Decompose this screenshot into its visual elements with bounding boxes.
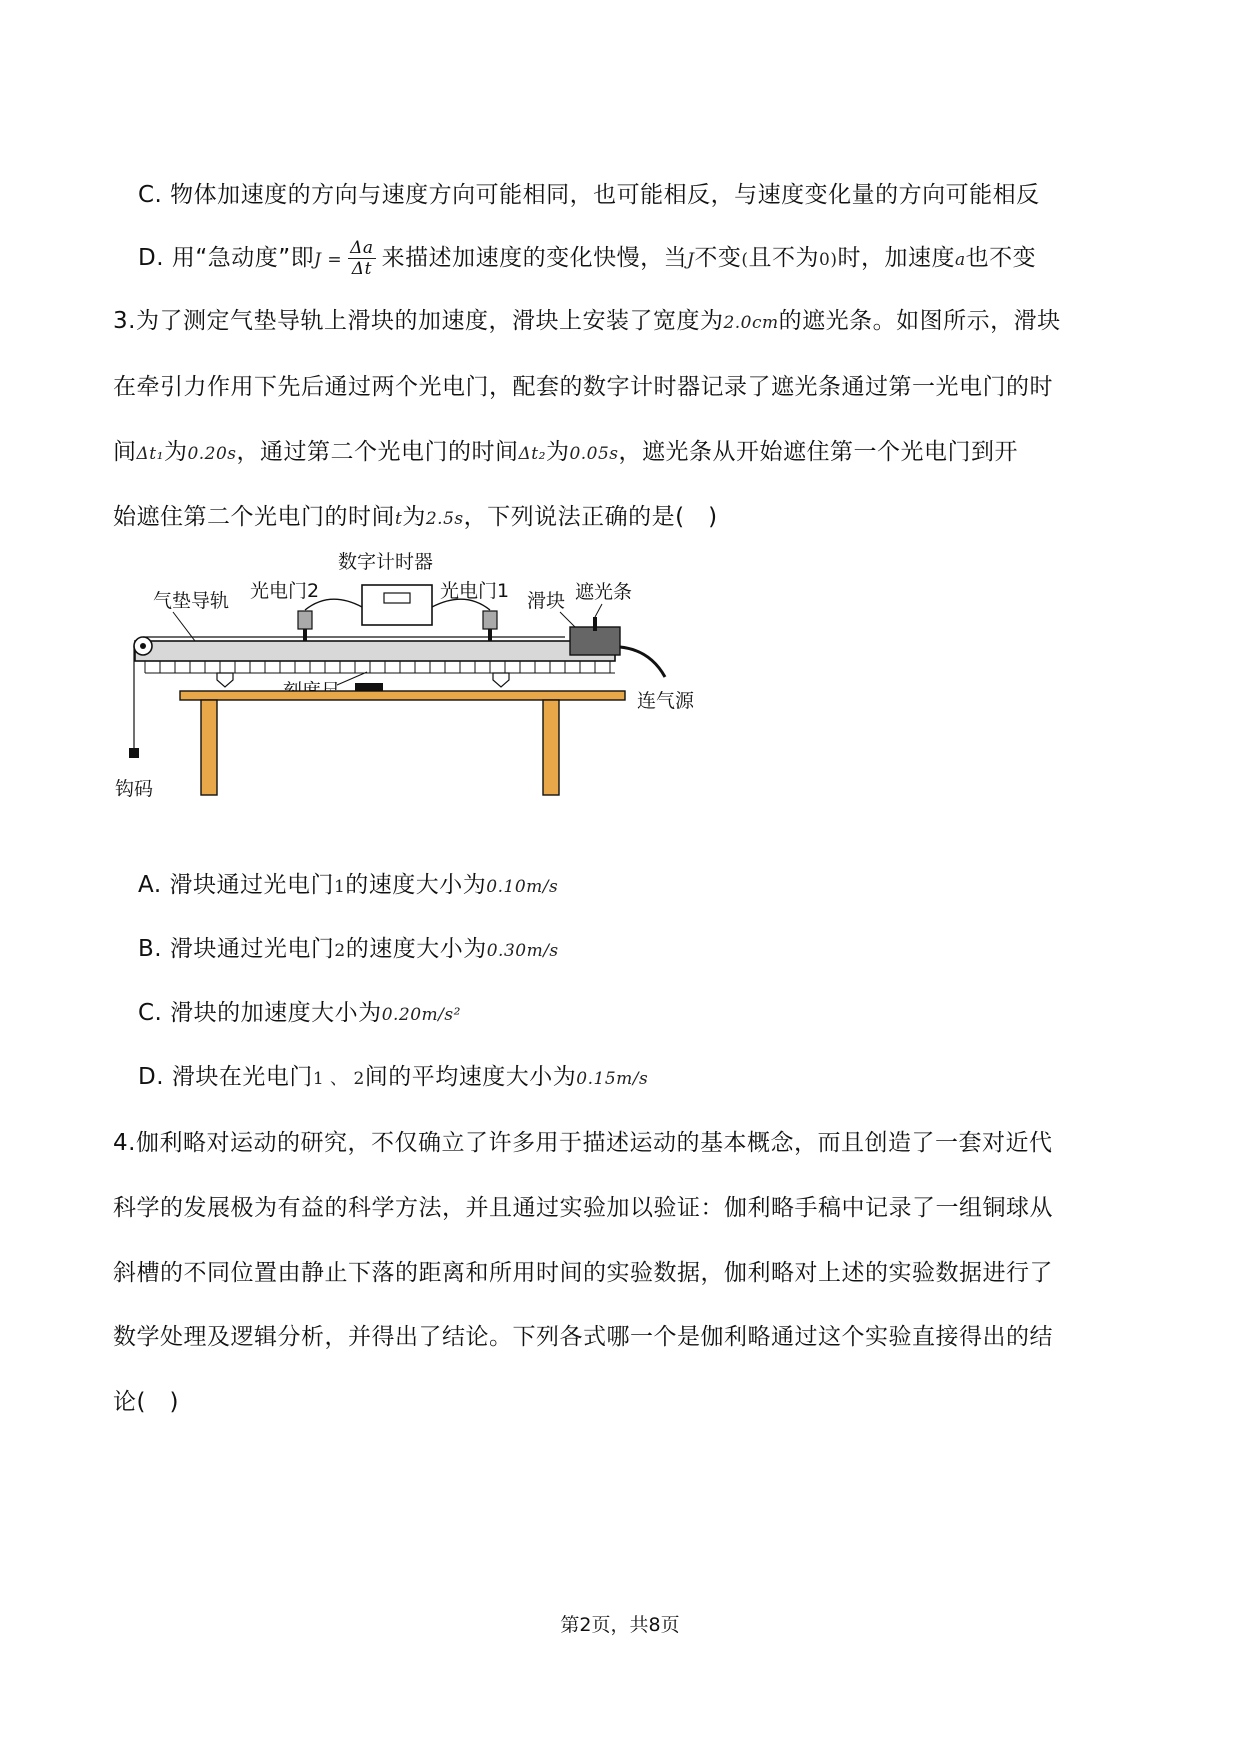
q3-text: ，遮光条从开始遮住第一个光电门到开: [618, 439, 1019, 465]
var-a: a: [954, 250, 966, 270]
option-d-text-a: D. 用“急动度”即: [138, 245, 315, 271]
strip-width: 2.0cm: [723, 313, 779, 333]
option-num: 1 、 2: [312, 1069, 365, 1089]
support-right: [493, 673, 509, 687]
formula-lhs: J =: [314, 250, 343, 270]
label-strip: 遮光条: [575, 581, 633, 603]
q3-text: ，通过第二个光电门的时间: [236, 439, 519, 465]
light-strip: [593, 617, 597, 631]
option-text: 间的平均速度大小为: [364, 1064, 577, 1090]
option-value: 0.20m/s²: [381, 1005, 461, 1025]
option-text: 的速度大小为: [345, 872, 487, 898]
q3-text: 的遮光条。如图所示，滑块: [778, 308, 1061, 334]
table-leg-left: [201, 700, 217, 795]
q3-line-2: 在牵引力作用下先后通过两个光电门，配套的数字计时器记录了遮光条通过第一光电门的时: [113, 374, 1053, 400]
pulley-axle: [140, 643, 146, 649]
time-2: 0.05s: [569, 444, 619, 464]
page-footer: 第2页，共8页: [560, 1614, 680, 1636]
option-num: 1: [333, 877, 346, 897]
label-gate1: 光电门1: [440, 580, 510, 602]
var-t: t: [395, 509, 403, 529]
leader-slider: [560, 612, 575, 627]
option-d-text-e: 时，加速度: [837, 245, 955, 271]
option-d-prev: [138, 238, 1036, 279]
option-c: [138, 998, 461, 1030]
leader-strip: [595, 604, 602, 617]
q3-text: 为: [163, 439, 188, 465]
air-track: [135, 641, 615, 661]
photogate-2-post: [303, 629, 307, 641]
option-d-text-f: 也不变: [965, 245, 1037, 271]
option-value: 0.15m/s: [576, 1069, 649, 1089]
jerk-fraction: [348, 238, 375, 279]
photogate-1-post: [488, 629, 492, 641]
air-track-diagram: [105, 545, 715, 825]
delta-t1: Δt₁: [136, 444, 164, 464]
fraction-numerator: Δa: [350, 238, 374, 258]
paren: (: [741, 250, 749, 270]
q3-line-4: [113, 502, 718, 534]
option-text: B. 滑块通过光电门: [138, 936, 335, 962]
option-d-text-b: 来描述加速度的变化快慢，当: [381, 245, 688, 271]
option-b: [138, 934, 559, 966]
fraction-denominator: Δt: [351, 259, 372, 279]
q3-line-3: [113, 437, 1018, 469]
label-air: 连气源: [637, 690, 695, 712]
digital-timer: [362, 585, 432, 625]
q4-line-1: 4.伽利略对运动的研究，不仅确立了许多用于描述运动的基本概念，而且创造了一套对近代: [113, 1130, 1053, 1156]
label-slider: 滑块: [527, 590, 566, 612]
option-text: C. 滑块的加速度大小为: [138, 1000, 382, 1026]
option-value: 0.10m/s: [486, 877, 559, 897]
option-num: 2: [334, 941, 346, 961]
time-1: 0.20s: [187, 444, 237, 464]
slider: [570, 627, 620, 655]
hook-weight: [129, 748, 139, 758]
zero: 0): [819, 250, 838, 270]
label-gate2: 光电门2: [250, 580, 320, 602]
q4-line-4: 数学处理及逻辑分析，并得出了结论。下列各式哪一个是伽利略通过这个实验直接得出的结: [113, 1324, 1053, 1350]
option-d-text-d: 且不为: [748, 245, 820, 271]
table-top: [180, 691, 625, 700]
q3-text: 为: [545, 439, 570, 465]
q4-line-5: 论( ): [113, 1389, 179, 1415]
option-text: 的速度大小为: [345, 936, 487, 962]
photogate-1: [483, 611, 497, 629]
q3-text: 间: [113, 439, 137, 465]
option-text: D. 滑块在光电门: [138, 1064, 313, 1090]
option-value: 0.30m/s: [486, 941, 559, 961]
var-j: J: [687, 250, 695, 270]
option-c-prev: C. 物体加速度的方向与速度方向可能相同，也可能相反，与速度变化量的方向可能相反: [138, 182, 1040, 208]
option-a: [138, 870, 558, 902]
q4-line-3: 斜槽的不同位置由静止下落的距离和所用时间的实验数据，伽利略对上述的实验数据进行了: [113, 1260, 1053, 1286]
option-d-text-c: 不变: [694, 245, 742, 271]
q3-line-1: [113, 306, 1061, 338]
label-hook: 钩码: [115, 778, 154, 800]
time-t: 2.5s: [425, 509, 464, 529]
option-text: A. 滑块通过光电门: [138, 872, 334, 898]
q3-text: 为: [402, 504, 426, 530]
air-hose: [620, 647, 665, 677]
q3-text: 3.为了测定气垫导轨上滑块的加速度，滑块上安装了宽度为: [113, 308, 724, 334]
q4-line-2: 科学的发展极为有益的科学方法，并且通过实验加以验证：伽利略手稿中记录了一组铜球从: [113, 1195, 1053, 1221]
support-left: [217, 673, 233, 687]
label-timer: 数字计时器: [338, 551, 434, 573]
ruler-scale: [145, 661, 615, 673]
q3-text: ，下列说法正确的是( ): [463, 504, 718, 530]
option-d: [138, 1062, 648, 1094]
timer-display: [384, 593, 410, 603]
table-leg-right: [543, 700, 559, 795]
label-track: 气垫导轨: [153, 590, 230, 612]
q3-text: 始遮住第二个光电门的时间: [113, 504, 395, 530]
delta-t2: Δt₂: [518, 444, 546, 464]
photogate-2: [298, 611, 312, 629]
